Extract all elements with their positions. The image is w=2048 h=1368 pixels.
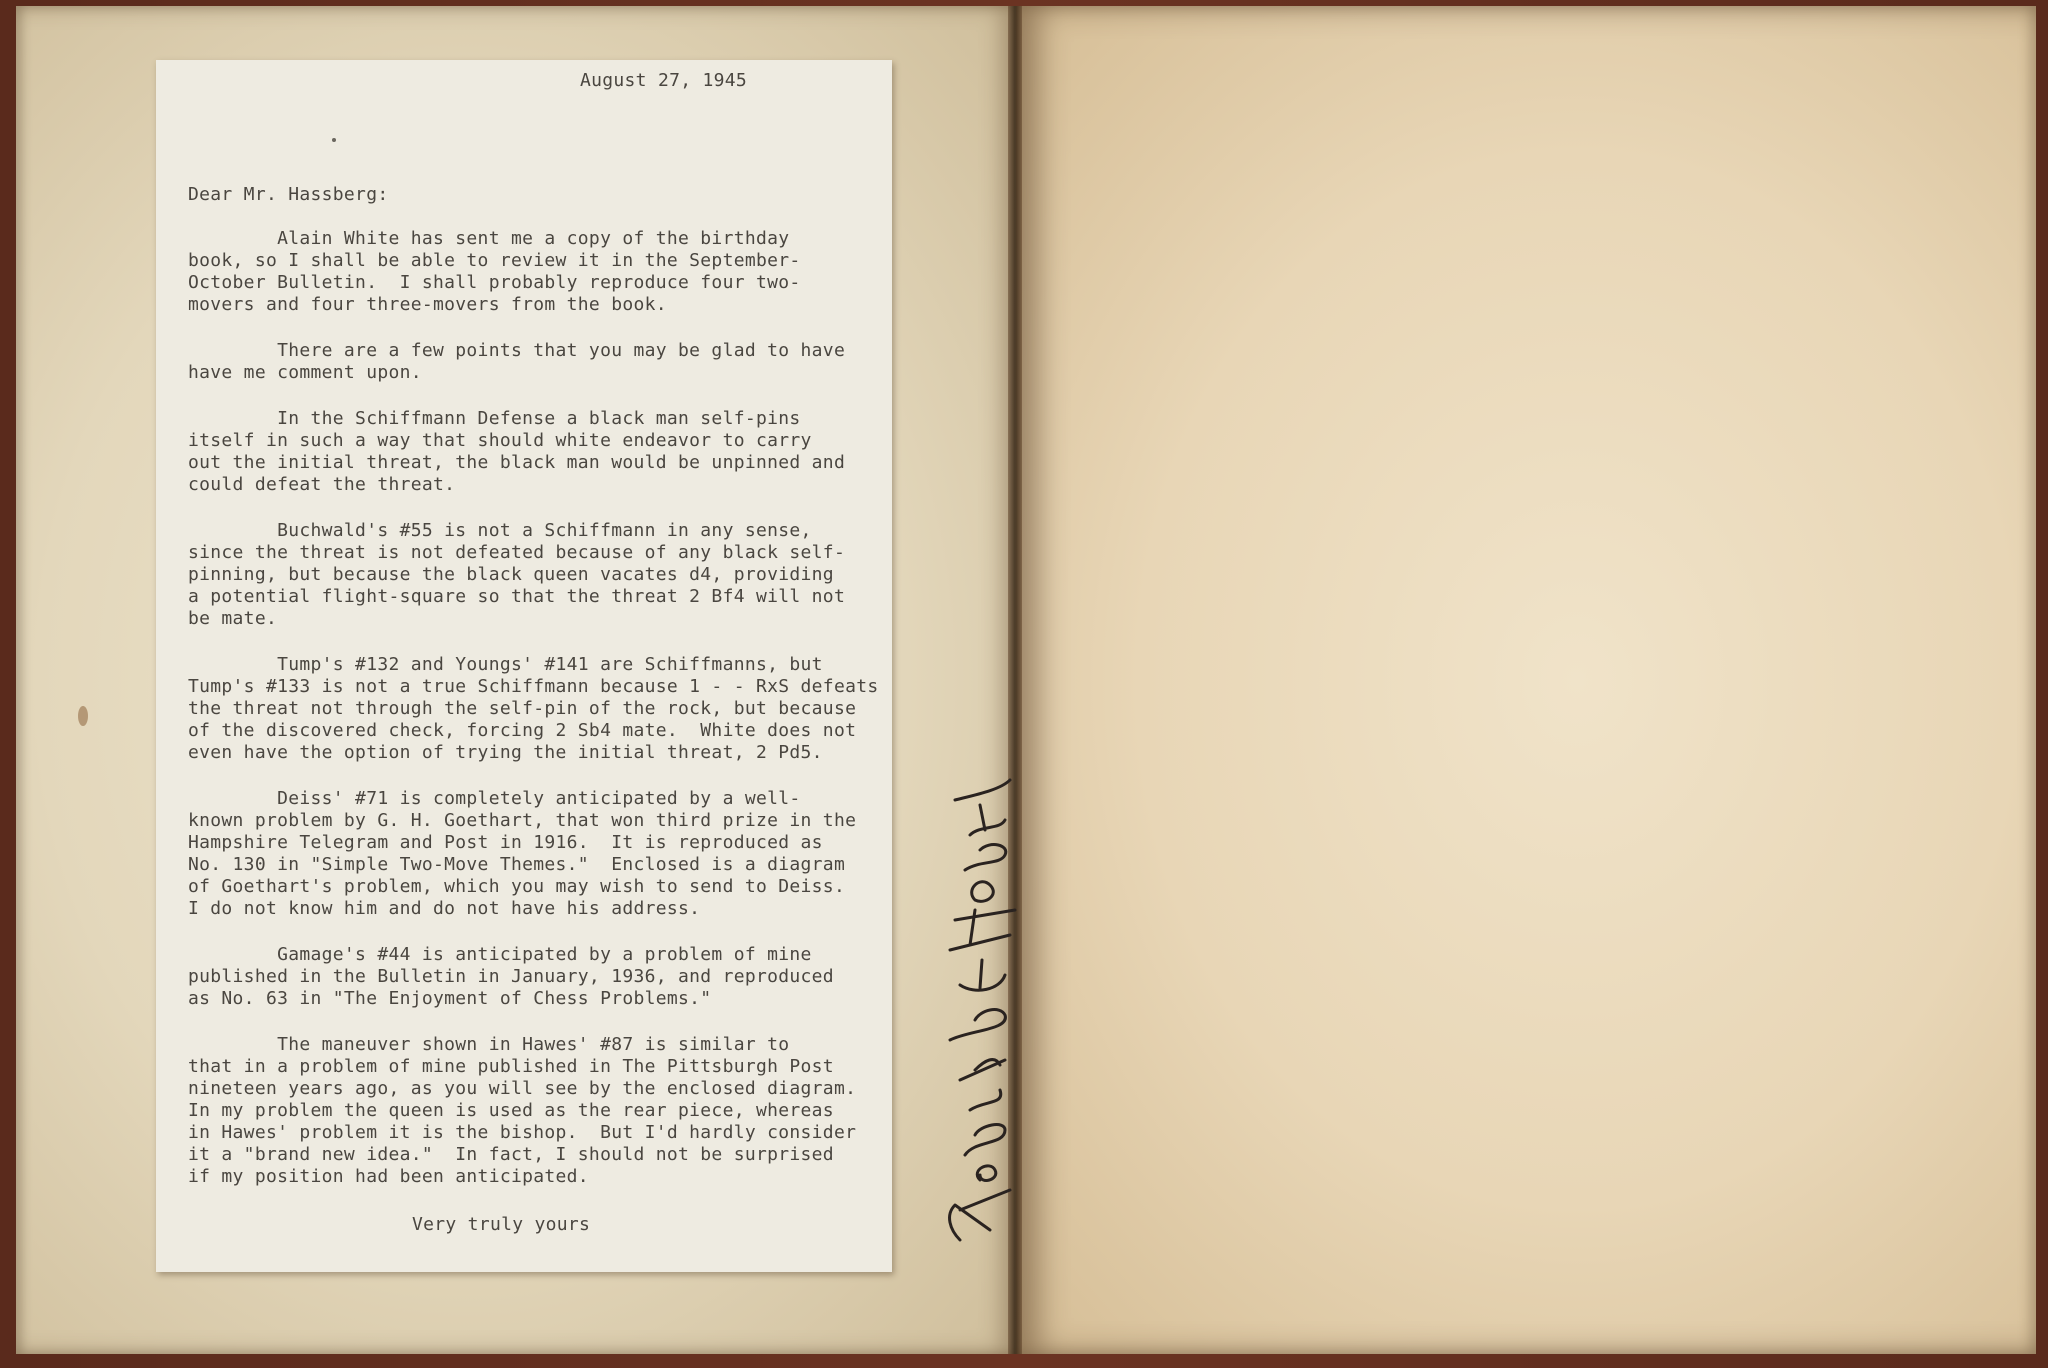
letter-line: Tump's #132 and Youngs' #141 are Schiffmanns, but bbox=[188, 654, 823, 675]
letter-line: pinning, but because the black queen vacates d4, providing bbox=[188, 564, 834, 585]
letter-line: Alain White has sent me a copy of the birthday bbox=[188, 228, 790, 249]
letter-line: published in the Bulletin in January, 1936, and reproduced bbox=[188, 966, 834, 987]
letter-line: if my position had been anticipated. bbox=[188, 1166, 589, 1187]
right-page bbox=[1016, 6, 2036, 1354]
letter-line: as No. 63 in "The Enjoyment of Chess Problems." bbox=[188, 988, 712, 1009]
letter-line: that in a problem of mine published in The Pittsburgh Post bbox=[188, 1056, 834, 1077]
letter-line: since the threat is not defeated because of any black self- bbox=[188, 542, 846, 563]
salutation: Dear Mr. Hassberg: bbox=[188, 184, 389, 205]
letter-line: Gamage's #44 is anticipated by a problem of mine bbox=[188, 944, 812, 965]
letter-line: book, so I shall be able to review it in the September- bbox=[188, 250, 801, 271]
letter-line: be mate. bbox=[188, 608, 278, 629]
letter-line: of Goethart's problem, which you may wish to send to Deiss. bbox=[188, 876, 846, 897]
letter-line: I do not know him and do not have his address. bbox=[188, 898, 701, 919]
ink-dot bbox=[332, 138, 336, 142]
page-stain bbox=[78, 706, 88, 726]
letter-line: Deiss' #71 is completely anticipated by a well- bbox=[188, 788, 801, 809]
letter-line: In my problem the queen is used as the rear piece, whereas bbox=[188, 1100, 834, 1121]
letter-line: There are a few points that you may be glad to have bbox=[188, 340, 846, 361]
letter-line: The maneuver shown in Hawes' #87 is similar to bbox=[188, 1034, 790, 1055]
letter-line: could defeat the threat. bbox=[188, 474, 456, 495]
letter-line: itself in such a way that should white endeavor to carry bbox=[188, 430, 812, 451]
letter-line: the threat not through the self-pin of the rock, but because bbox=[188, 698, 857, 719]
typed-letter bbox=[156, 60, 892, 1272]
letter-line: No. 130 in "Simple Two-Move Themes." Enclosed is a diagram bbox=[188, 854, 846, 875]
letter-line: movers and four three-movers from the book. bbox=[188, 294, 667, 315]
letter-line: Tump's #133 is not a true Schiffmann because 1 - - RxS defeats bbox=[188, 676, 879, 697]
letter-line: it a "brand new idea." In fact, I should not be surprised bbox=[188, 1144, 834, 1165]
handwritten-signature bbox=[920, 760, 1040, 1260]
closing: Very truly yours bbox=[412, 1214, 591, 1235]
letter-line: known problem by G. H. Goethart, that won third prize in the bbox=[188, 810, 857, 831]
letter-line: out the initial threat, the black man would be unpinned and bbox=[188, 452, 846, 473]
letter-line: nineteen years ago, as you will see by the enclosed diagram. bbox=[188, 1078, 857, 1099]
letter-line: in Hawes' problem it is the bishop. But I'd hardly consider bbox=[188, 1122, 857, 1143]
letter-line: of the discovered check, forcing 2 Sb4 mate. White does not bbox=[188, 720, 857, 741]
letter-line: have me comment upon. bbox=[188, 362, 422, 383]
letter-line: Hampshire Telegram and Post in 1916. It is reproduced as bbox=[188, 832, 823, 853]
letter-line: In the Schiffmann Defense a black man self-pins bbox=[188, 408, 801, 429]
letter-line: a potential flight-square so that the threat 2 Bf4 will not bbox=[188, 586, 846, 607]
letter-line: Buchwald's #55 is not a Schiffmann in any sense, bbox=[188, 520, 812, 541]
letter-line: October Bulletin. I shall probably reproduce four two- bbox=[188, 272, 801, 293]
letter-line: even have the option of trying the initial threat, 2 Pd5. bbox=[188, 742, 823, 763]
letter-date: August 27, 1945 bbox=[580, 70, 748, 91]
